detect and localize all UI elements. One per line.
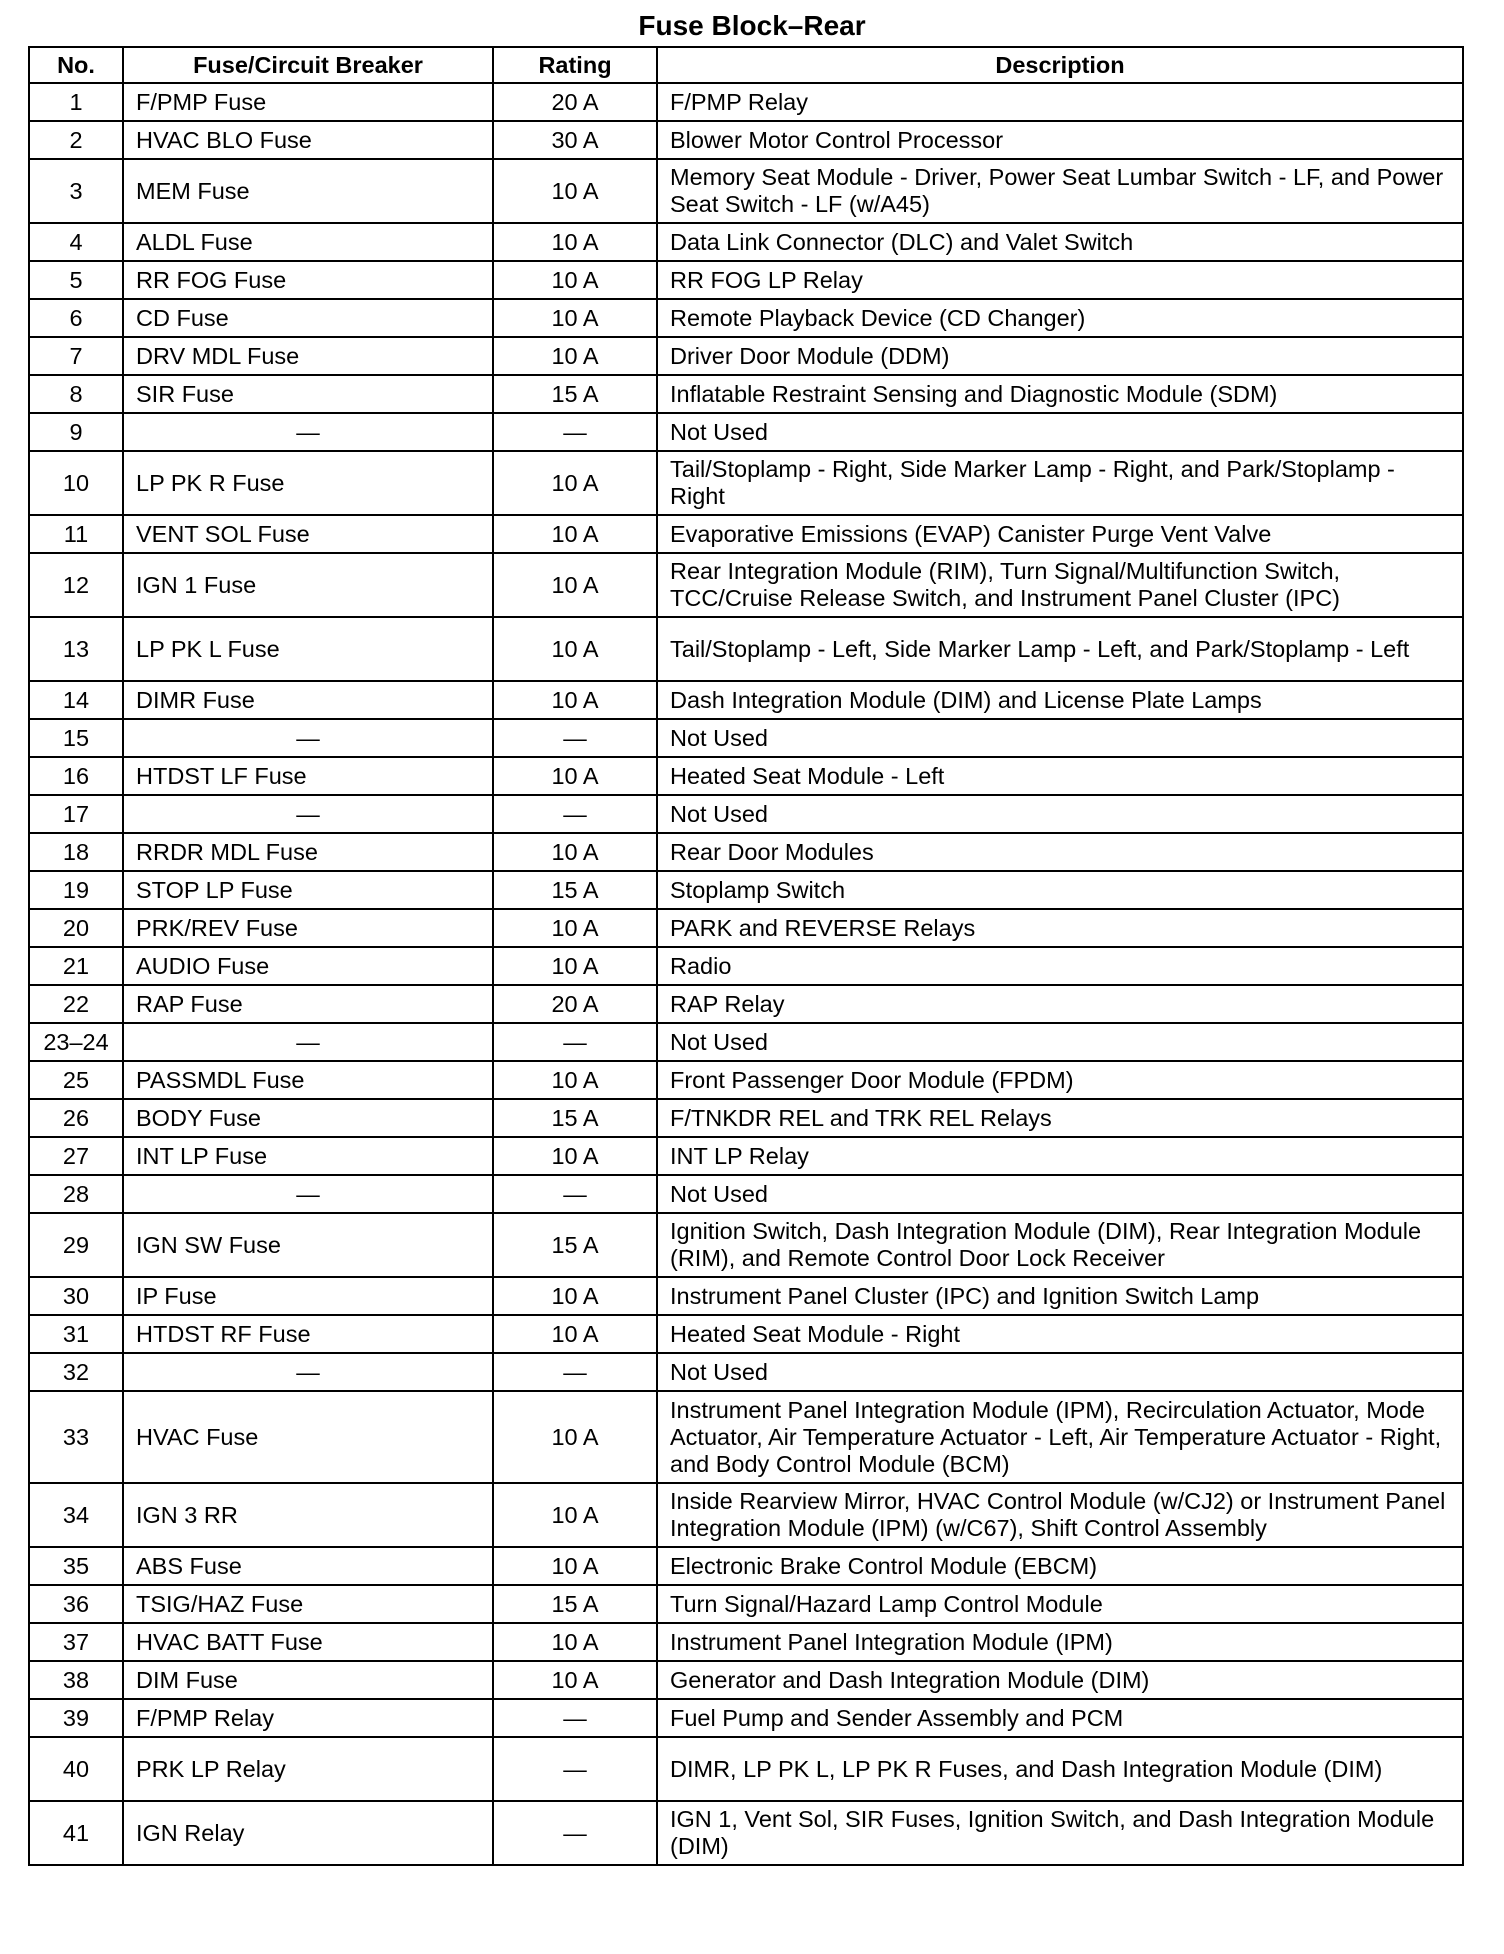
cell-fuse: DIMR Fuse xyxy=(123,681,493,719)
header-fuse: Fuse/Circuit Breaker xyxy=(123,47,493,83)
cell-rating: 15 A xyxy=(493,375,657,413)
cell-rating: 10 A xyxy=(493,1277,657,1315)
cell-no: 39 xyxy=(29,1699,123,1737)
cell-rating: 10 A xyxy=(493,947,657,985)
cell-fuse: PASSMDL Fuse xyxy=(123,1061,493,1099)
cell-rating: — xyxy=(493,1023,657,1061)
cell-no: 41 xyxy=(29,1801,123,1865)
cell-rating: 10 A xyxy=(493,261,657,299)
cell-fuse: PRK/REV Fuse xyxy=(123,909,493,947)
cell-no: 30 xyxy=(29,1277,123,1315)
cell-fuse: MEM Fuse xyxy=(123,159,493,223)
cell-fuse: ALDL Fuse xyxy=(123,223,493,261)
cell-description: Ignition Switch, Dash Integration Module (DIM), Rear Integration Module (RIM), and Remote Control Door Lock Receiver xyxy=(657,1213,1463,1277)
cell-fuse: PRK LP Relay xyxy=(123,1737,493,1801)
table-row xyxy=(29,159,1463,223)
cell-fuse: HTDST RF Fuse xyxy=(123,1315,493,1353)
cell-no: 26 xyxy=(29,1099,123,1137)
cell-description: RAP Relay xyxy=(657,985,1463,1023)
cell-description: RR FOG LP Relay xyxy=(657,261,1463,299)
cell-rating: 15 A xyxy=(493,1213,657,1277)
cell-description: Fuel Pump and Sender Assembly and PCM xyxy=(657,1699,1463,1737)
cell-rating: 10 A xyxy=(493,299,657,337)
cell-no: 13 xyxy=(29,617,123,681)
cell-description: Driver Door Module (DDM) xyxy=(657,337,1463,375)
cell-rating: 10 A xyxy=(493,1661,657,1699)
cell-rating: 10 A xyxy=(493,909,657,947)
cell-description: Data Link Connector (DLC) and Valet Switch xyxy=(657,223,1463,261)
cell-fuse: RRDR MDL Fuse xyxy=(123,833,493,871)
table-row xyxy=(29,83,1463,121)
cell-no: 23–24 xyxy=(29,1023,123,1061)
cell-description: Not Used xyxy=(657,1023,1463,1061)
cell-rating: 30 A xyxy=(493,121,657,159)
table-row xyxy=(29,795,1463,833)
cell-description: Not Used xyxy=(657,1353,1463,1391)
table-row xyxy=(29,261,1463,299)
table-row xyxy=(29,719,1463,757)
table-row xyxy=(29,1061,1463,1099)
cell-no: 25 xyxy=(29,1061,123,1099)
cell-rating: 10 A xyxy=(493,159,657,223)
cell-no: 2 xyxy=(29,121,123,159)
cell-no: 18 xyxy=(29,833,123,871)
cell-rating: 10 A xyxy=(493,1137,657,1175)
cell-description: Radio xyxy=(657,947,1463,985)
cell-fuse: STOP LP Fuse xyxy=(123,871,493,909)
table-row xyxy=(29,1623,1463,1661)
cell-description: IGN 1, Vent Sol, SIR Fuses, Ignition Switch, and Dash Integration Module (DIM) xyxy=(657,1801,1463,1865)
table-row xyxy=(29,617,1463,681)
cell-no: 12 xyxy=(29,553,123,617)
table-row xyxy=(29,1137,1463,1175)
cell-fuse: TSIG/HAZ Fuse xyxy=(123,1585,493,1623)
cell-fuse: BODY Fuse xyxy=(123,1099,493,1137)
cell-description: Instrument Panel Integration Module (IPM) xyxy=(657,1623,1463,1661)
table-row xyxy=(29,1213,1463,1277)
cell-no: 38 xyxy=(29,1661,123,1699)
table-row xyxy=(29,909,1463,947)
cell-rating: 10 A xyxy=(493,1483,657,1547)
cell-fuse: F/PMP Relay xyxy=(123,1699,493,1737)
cell-description: INT LP Relay xyxy=(657,1137,1463,1175)
cell-no: 15 xyxy=(29,719,123,757)
table-row xyxy=(29,1175,1463,1213)
cell-no: 14 xyxy=(29,681,123,719)
cell-no: 31 xyxy=(29,1315,123,1353)
table-row xyxy=(29,681,1463,719)
cell-fuse: — xyxy=(123,1175,493,1213)
cell-fuse: CD Fuse xyxy=(123,299,493,337)
cell-fuse: IGN 3 RR xyxy=(123,1483,493,1547)
cell-no: 4 xyxy=(29,223,123,261)
cell-fuse: HVAC BLO Fuse xyxy=(123,121,493,159)
cell-fuse: RAP Fuse xyxy=(123,985,493,1023)
cell-rating: 10 A xyxy=(493,1547,657,1585)
cell-fuse: — xyxy=(123,795,493,833)
table-row xyxy=(29,985,1463,1023)
cell-rating: — xyxy=(493,719,657,757)
cell-rating: 10 A xyxy=(493,515,657,553)
cell-rating: 15 A xyxy=(493,871,657,909)
cell-fuse: INT LP Fuse xyxy=(123,1137,493,1175)
cell-description: F/TNKDR REL and TRK REL Relays xyxy=(657,1099,1463,1137)
table-row xyxy=(29,515,1463,553)
cell-description: Rear Integration Module (RIM), Turn Signal/Multifunction Switch, TCC/Cruise Release Switch, and Instrument Panel Cluster (IPC) xyxy=(657,553,1463,617)
cell-fuse: HTDST LF Fuse xyxy=(123,757,493,795)
cell-description: Heated Seat Module - Right xyxy=(657,1315,1463,1353)
cell-no: 32 xyxy=(29,1353,123,1391)
table-row xyxy=(29,1483,1463,1547)
cell-description: Memory Seat Module - Driver, Power Seat Lumbar Switch - LF, and Power Seat Switch - LF (w/A45) xyxy=(657,159,1463,223)
cell-rating: 10 A xyxy=(493,1391,657,1483)
cell-rating: — xyxy=(493,795,657,833)
cell-description: DIMR, LP PK L, LP PK R Fuses, and Dash Integration Module (DIM) xyxy=(657,1737,1463,1801)
table-body xyxy=(29,83,1463,1865)
table-row xyxy=(29,223,1463,261)
cell-fuse: — xyxy=(123,1353,493,1391)
cell-rating: 10 A xyxy=(493,451,657,515)
cell-fuse: VENT SOL Fuse xyxy=(123,515,493,553)
cell-rating: 15 A xyxy=(493,1099,657,1137)
table-row xyxy=(29,1801,1463,1865)
cell-no: 19 xyxy=(29,871,123,909)
cell-description: Electronic Brake Control Module (EBCM) xyxy=(657,1547,1463,1585)
cell-description: Front Passenger Door Module (FPDM) xyxy=(657,1061,1463,1099)
cell-description: Not Used xyxy=(657,413,1463,451)
cell-no: 1 xyxy=(29,83,123,121)
cell-description: Dash Integration Module (DIM) and License Plate Lamps xyxy=(657,681,1463,719)
cell-rating: 10 A xyxy=(493,681,657,719)
cell-no: 37 xyxy=(29,1623,123,1661)
cell-no: 29 xyxy=(29,1213,123,1277)
cell-rating: 10 A xyxy=(493,757,657,795)
table-row xyxy=(29,337,1463,375)
header-no: No. xyxy=(29,47,123,83)
cell-description: Not Used xyxy=(657,719,1463,757)
cell-no: 35 xyxy=(29,1547,123,1585)
cell-rating: 15 A xyxy=(493,1585,657,1623)
cell-no: 33 xyxy=(29,1391,123,1483)
table-row xyxy=(29,1099,1463,1137)
cell-rating: 10 A xyxy=(493,1623,657,1661)
cell-no: 8 xyxy=(29,375,123,413)
table-row xyxy=(29,947,1463,985)
cell-rating: 10 A xyxy=(493,553,657,617)
cell-fuse: SIR Fuse xyxy=(123,375,493,413)
table-row xyxy=(29,757,1463,795)
cell-no: 28 xyxy=(29,1175,123,1213)
table-row xyxy=(29,1353,1463,1391)
cell-no: 10 xyxy=(29,451,123,515)
cell-fuse: DRV MDL Fuse xyxy=(123,337,493,375)
table-row xyxy=(29,833,1463,871)
cell-fuse: IP Fuse xyxy=(123,1277,493,1315)
table-row xyxy=(29,1661,1463,1699)
cell-no: 21 xyxy=(29,947,123,985)
cell-description: Tail/Stoplamp - Right, Side Marker Lamp - Right, and Park/Stoplamp - Right xyxy=(657,451,1463,515)
cell-description: Generator and Dash Integration Module (DIM) xyxy=(657,1661,1463,1699)
table-row xyxy=(29,1023,1463,1061)
cell-no: 16 xyxy=(29,757,123,795)
cell-no: 20 xyxy=(29,909,123,947)
cell-description: Instrument Panel Integration Module (IPM), Recirculation Actuator, Mode Actuator, Air Temperature Actuator - Left, Air Temperature Actuator - Right, and Body Control Module (BCM) xyxy=(657,1391,1463,1483)
table-row xyxy=(29,1737,1463,1801)
cell-no: 7 xyxy=(29,337,123,375)
cell-fuse: HVAC BATT Fuse xyxy=(123,1623,493,1661)
cell-description: Evaporative Emissions (EVAP) Canister Purge Vent Valve xyxy=(657,515,1463,553)
cell-rating: 20 A xyxy=(493,985,657,1023)
cell-no: 6 xyxy=(29,299,123,337)
cell-no: 36 xyxy=(29,1585,123,1623)
cell-fuse: ABS Fuse xyxy=(123,1547,493,1585)
cell-rating: 10 A xyxy=(493,617,657,681)
cell-fuse: HVAC Fuse xyxy=(123,1391,493,1483)
page-title: Fuse Block–Rear xyxy=(638,10,866,41)
cell-rating: — xyxy=(493,1353,657,1391)
table-row xyxy=(29,1585,1463,1623)
cell-no: 3 xyxy=(29,159,123,223)
cell-rating: 20 A xyxy=(493,83,657,121)
cell-description: Blower Motor Control Processor xyxy=(657,121,1463,159)
cell-rating: — xyxy=(493,1175,657,1213)
header-description: Description xyxy=(657,47,1463,83)
cell-rating: 10 A xyxy=(493,833,657,871)
cell-description: Stoplamp Switch xyxy=(657,871,1463,909)
cell-fuse: IGN SW Fuse xyxy=(123,1213,493,1277)
table-row xyxy=(29,451,1463,515)
cell-description: Inside Rearview Mirror, HVAC Control Module (w/CJ2) or Instrument Panel Integration Module (IPM) (w/C67), Shift Control Assembly xyxy=(657,1483,1463,1547)
table-row xyxy=(29,299,1463,337)
table-row xyxy=(29,1699,1463,1737)
cell-no: 22 xyxy=(29,985,123,1023)
cell-rating: — xyxy=(493,1801,657,1865)
cell-fuse: IGN 1 Fuse xyxy=(123,553,493,617)
cell-description: Instrument Panel Cluster (IPC) and Ignition Switch Lamp xyxy=(657,1277,1463,1315)
table-row xyxy=(29,413,1463,451)
cell-rating: 10 A xyxy=(493,1061,657,1099)
cell-fuse: — xyxy=(123,719,493,757)
table-row xyxy=(29,1277,1463,1315)
cell-description: Rear Door Modules xyxy=(657,833,1463,871)
table-row xyxy=(29,1547,1463,1585)
table-row xyxy=(29,1391,1463,1483)
cell-rating: 10 A xyxy=(493,337,657,375)
header-rating: Rating xyxy=(493,47,657,83)
table-row xyxy=(29,871,1463,909)
cell-no: 9 xyxy=(29,413,123,451)
cell-no: 40 xyxy=(29,1737,123,1801)
cell-fuse: LP PK R Fuse xyxy=(123,451,493,515)
cell-fuse: DIM Fuse xyxy=(123,1661,493,1699)
cell-description: Turn Signal/Hazard Lamp Control Module xyxy=(657,1585,1463,1623)
cell-description: Not Used xyxy=(657,795,1463,833)
cell-description: Tail/Stoplamp - Left, Side Marker Lamp - Left, and Park/Stoplamp - Left xyxy=(657,617,1463,681)
table-row xyxy=(29,375,1463,413)
cell-rating: — xyxy=(493,1699,657,1737)
cell-description: Heated Seat Module - Left xyxy=(657,757,1463,795)
header-row xyxy=(29,47,1463,83)
cell-description: Inflatable Restraint Sensing and Diagnostic Module (SDM) xyxy=(657,375,1463,413)
fuse-table xyxy=(28,46,1464,1866)
cell-description: F/PMP Relay xyxy=(657,83,1463,121)
cell-no: 34 xyxy=(29,1483,123,1547)
cell-rating: 10 A xyxy=(493,1315,657,1353)
table-row xyxy=(29,121,1463,159)
cell-fuse: LP PK L Fuse xyxy=(123,617,493,681)
cell-fuse: AUDIO Fuse xyxy=(123,947,493,985)
cell-description: Remote Playback Device (CD Changer) xyxy=(657,299,1463,337)
cell-no: 17 xyxy=(29,795,123,833)
cell-fuse: F/PMP Fuse xyxy=(123,83,493,121)
cell-rating: — xyxy=(493,1737,657,1801)
cell-rating: — xyxy=(493,413,657,451)
cell-fuse: IGN Relay xyxy=(123,1801,493,1865)
cell-description: PARK and REVERSE Relays xyxy=(657,909,1463,947)
cell-no: 5 xyxy=(29,261,123,299)
cell-fuse: — xyxy=(123,1023,493,1061)
cell-no: 27 xyxy=(29,1137,123,1175)
cell-description: Not Used xyxy=(657,1175,1463,1213)
table-row xyxy=(29,1315,1463,1353)
cell-rating: 10 A xyxy=(493,223,657,261)
cell-no: 11 xyxy=(29,515,123,553)
table-row xyxy=(29,553,1463,617)
cell-fuse: RR FOG Fuse xyxy=(123,261,493,299)
cell-fuse: — xyxy=(123,413,493,451)
